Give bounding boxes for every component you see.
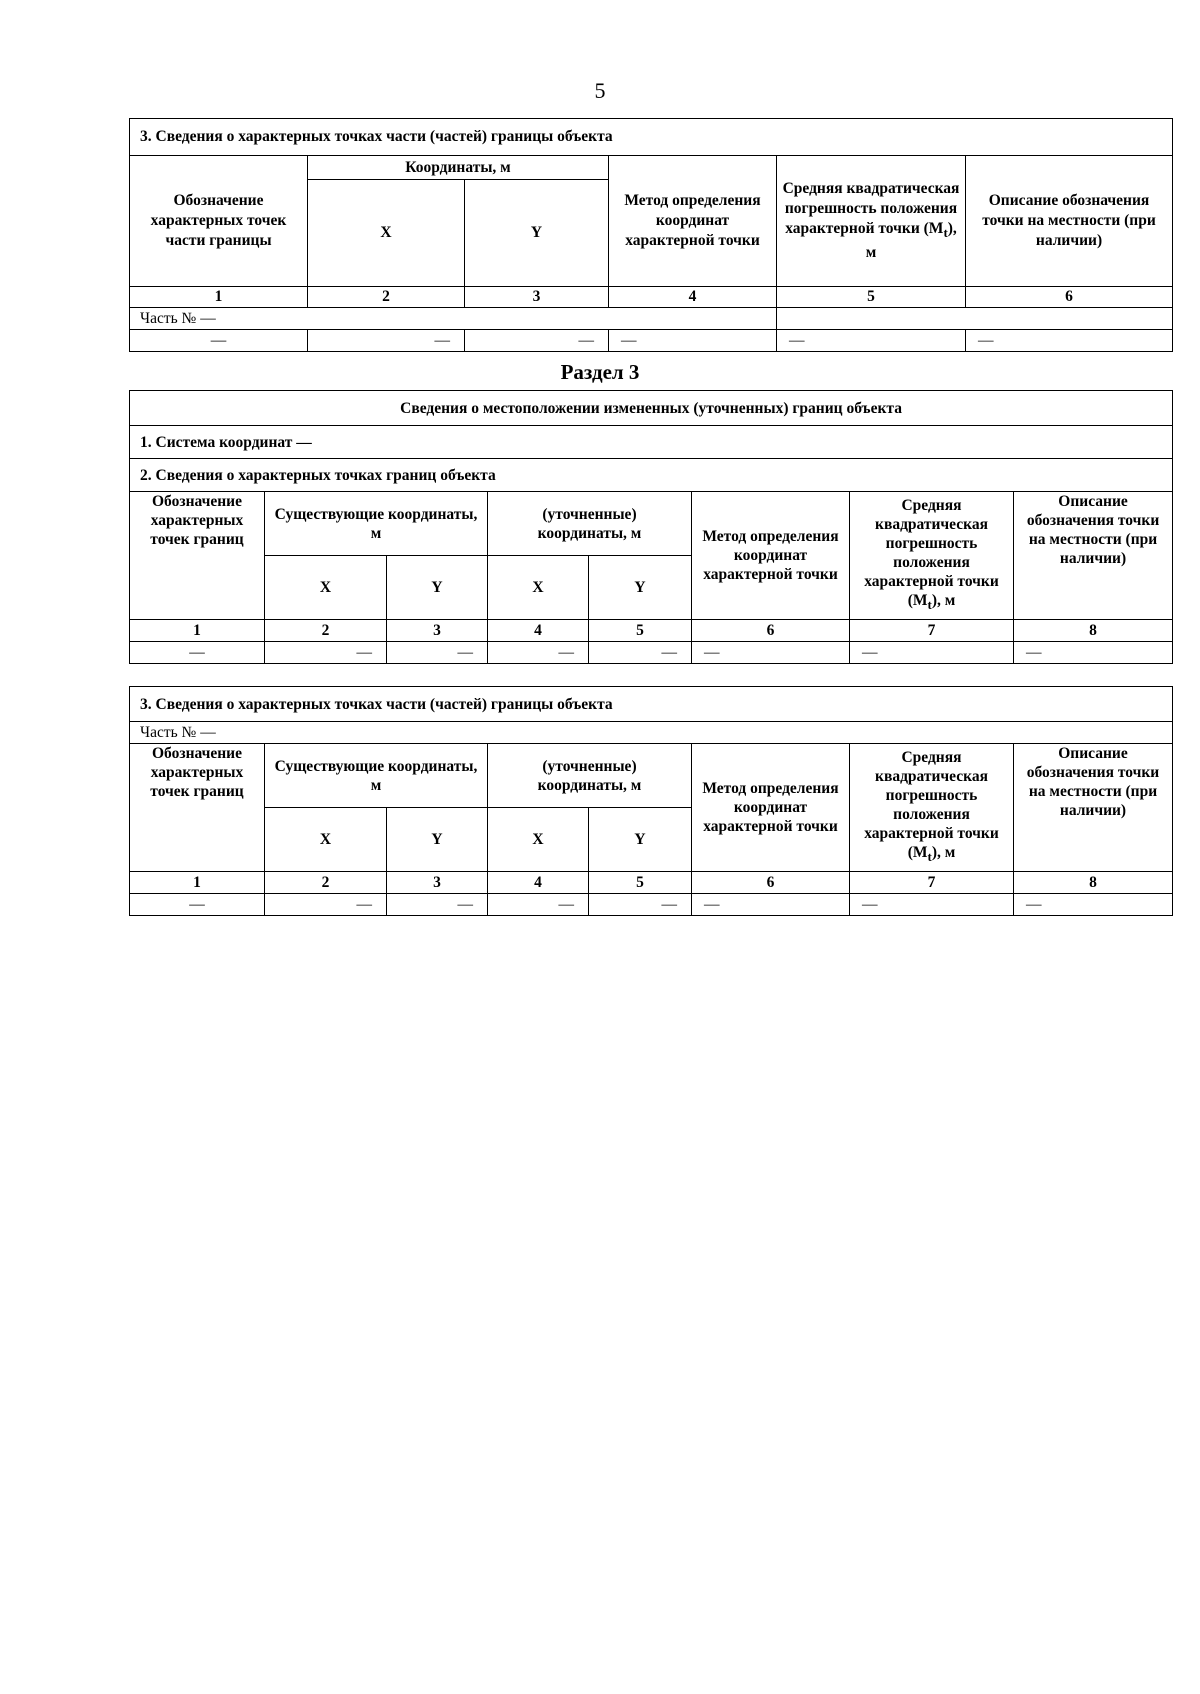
section-title: Раздел 3: [560, 360, 640, 384]
part-label: Часть № —: [130, 308, 777, 330]
table-cell: —: [387, 642, 488, 664]
table-cell: —: [589, 894, 692, 916]
header-error: Средняя квадратическая погрешность положения характерной точки $(M_t)$, м: [850, 492, 1014, 620]
part-points-title: 3. Сведения о характерных точках части (частей) границы объекта: [130, 687, 1173, 722]
part-label-blank: [777, 308, 1173, 330]
header-existing: Существующие координаты, м: [265, 744, 488, 808]
header-description: Описание обозначения точки на местности (при наличии): [966, 156, 1173, 287]
column-number: 7: [850, 872, 1014, 894]
table-cell: —: [692, 894, 850, 916]
column-number: 3: [465, 287, 609, 308]
header-designation: Обозначение характерных точек части границы: [130, 156, 308, 287]
header-changed: (уточненные) координаты, м: [488, 744, 692, 808]
part-points-title: 3. Сведения о характерных точках части (частей) границы объекта: [130, 119, 1173, 156]
column-number: 7: [850, 620, 1014, 642]
column-number: 1: [130, 872, 265, 894]
changed-boundaries-table: [129, 390, 1173, 664]
table-cell: —: [387, 894, 488, 916]
header-x: X: [308, 180, 465, 287]
page-number: 5: [594, 78, 606, 103]
table-cell: —: [1014, 642, 1173, 664]
header-method: Метод определения координат характерной точки: [692, 492, 850, 620]
header-changed: (уточненные) координаты, м: [488, 492, 692, 556]
column-number: 1: [130, 287, 308, 308]
column-number: 6: [692, 872, 850, 894]
column-number: 8: [1014, 872, 1173, 894]
column-number: 1: [130, 620, 265, 642]
table-cell: —: [777, 330, 966, 352]
column-number: 5: [589, 872, 692, 894]
table-cell: —: [130, 642, 265, 664]
table-cell: —: [130, 330, 308, 352]
column-number: 6: [966, 287, 1173, 308]
header-description: Описание обозначения точки на местности (при наличии): [1014, 492, 1173, 620]
column-number: 3: [387, 620, 488, 642]
table-cell: —: [609, 330, 777, 352]
header-existing: Существующие координаты, м: [265, 492, 488, 556]
column-number: 5: [777, 287, 966, 308]
header-coordinates: Координаты, м: [308, 156, 609, 180]
table-cell: —: [692, 642, 850, 664]
header-error: Средняя квадратическая погрешность положения характерной точки $(M_t)$, м: [777, 156, 966, 287]
table-cell: —: [265, 894, 387, 916]
column-number: 4: [488, 872, 589, 894]
column-number: 6: [692, 620, 850, 642]
table-cell: —: [265, 642, 387, 664]
header-y: Y: [387, 808, 488, 872]
header-method: Метод определения координат характерной точки: [692, 744, 850, 872]
column-number: 4: [609, 287, 777, 308]
table-cell: —: [130, 894, 265, 916]
header-error: Средняя квадратическая погрешность положения характерной точки $(M_t)$, м: [850, 744, 1014, 872]
header-y: Y: [465, 180, 609, 287]
table-cell: —: [966, 330, 1173, 352]
column-number: 4: [488, 620, 589, 642]
header-method: Метод определения координат характерной точки: [609, 156, 777, 287]
table-cell: —: [850, 642, 1014, 664]
column-number: 2: [265, 872, 387, 894]
header-y: Y: [589, 808, 692, 872]
column-number: 2: [308, 287, 465, 308]
header-x: X: [488, 808, 589, 872]
header-x: X: [265, 808, 387, 872]
column-number: 5: [589, 620, 692, 642]
header-x: X: [488, 556, 589, 620]
table-cell: —: [850, 894, 1014, 916]
part-points-table-2: [129, 686, 1173, 916]
header-y: Y: [387, 556, 488, 620]
part-points-table: [129, 118, 1173, 352]
table-cell: —: [308, 330, 465, 352]
header-designation: Обозначение характерных точек границ: [130, 744, 265, 872]
header-description: Описание обозначения точки на местности (при наличии): [1014, 744, 1173, 872]
table-cell: —: [1014, 894, 1173, 916]
table-cell: —: [488, 642, 589, 664]
column-number: 2: [265, 620, 387, 642]
header-x: X: [265, 556, 387, 620]
header-designation: Обозначение характерных точек границ: [130, 492, 265, 620]
table-cell: —: [589, 642, 692, 664]
coord-system: 1. Система координат —: [130, 426, 1173, 459]
header-y: Y: [589, 556, 692, 620]
table-caption: Сведения о местоположении измененных (уточненных) границ объекта: [130, 391, 1173, 426]
part-label: Часть № —: [130, 722, 1173, 744]
column-number: 3: [387, 872, 488, 894]
table-cell: —: [465, 330, 609, 352]
column-number: 8: [1014, 620, 1173, 642]
table-cell: —: [488, 894, 589, 916]
points-title: 2. Сведения о характерных точках границ объекта: [130, 459, 1173, 492]
